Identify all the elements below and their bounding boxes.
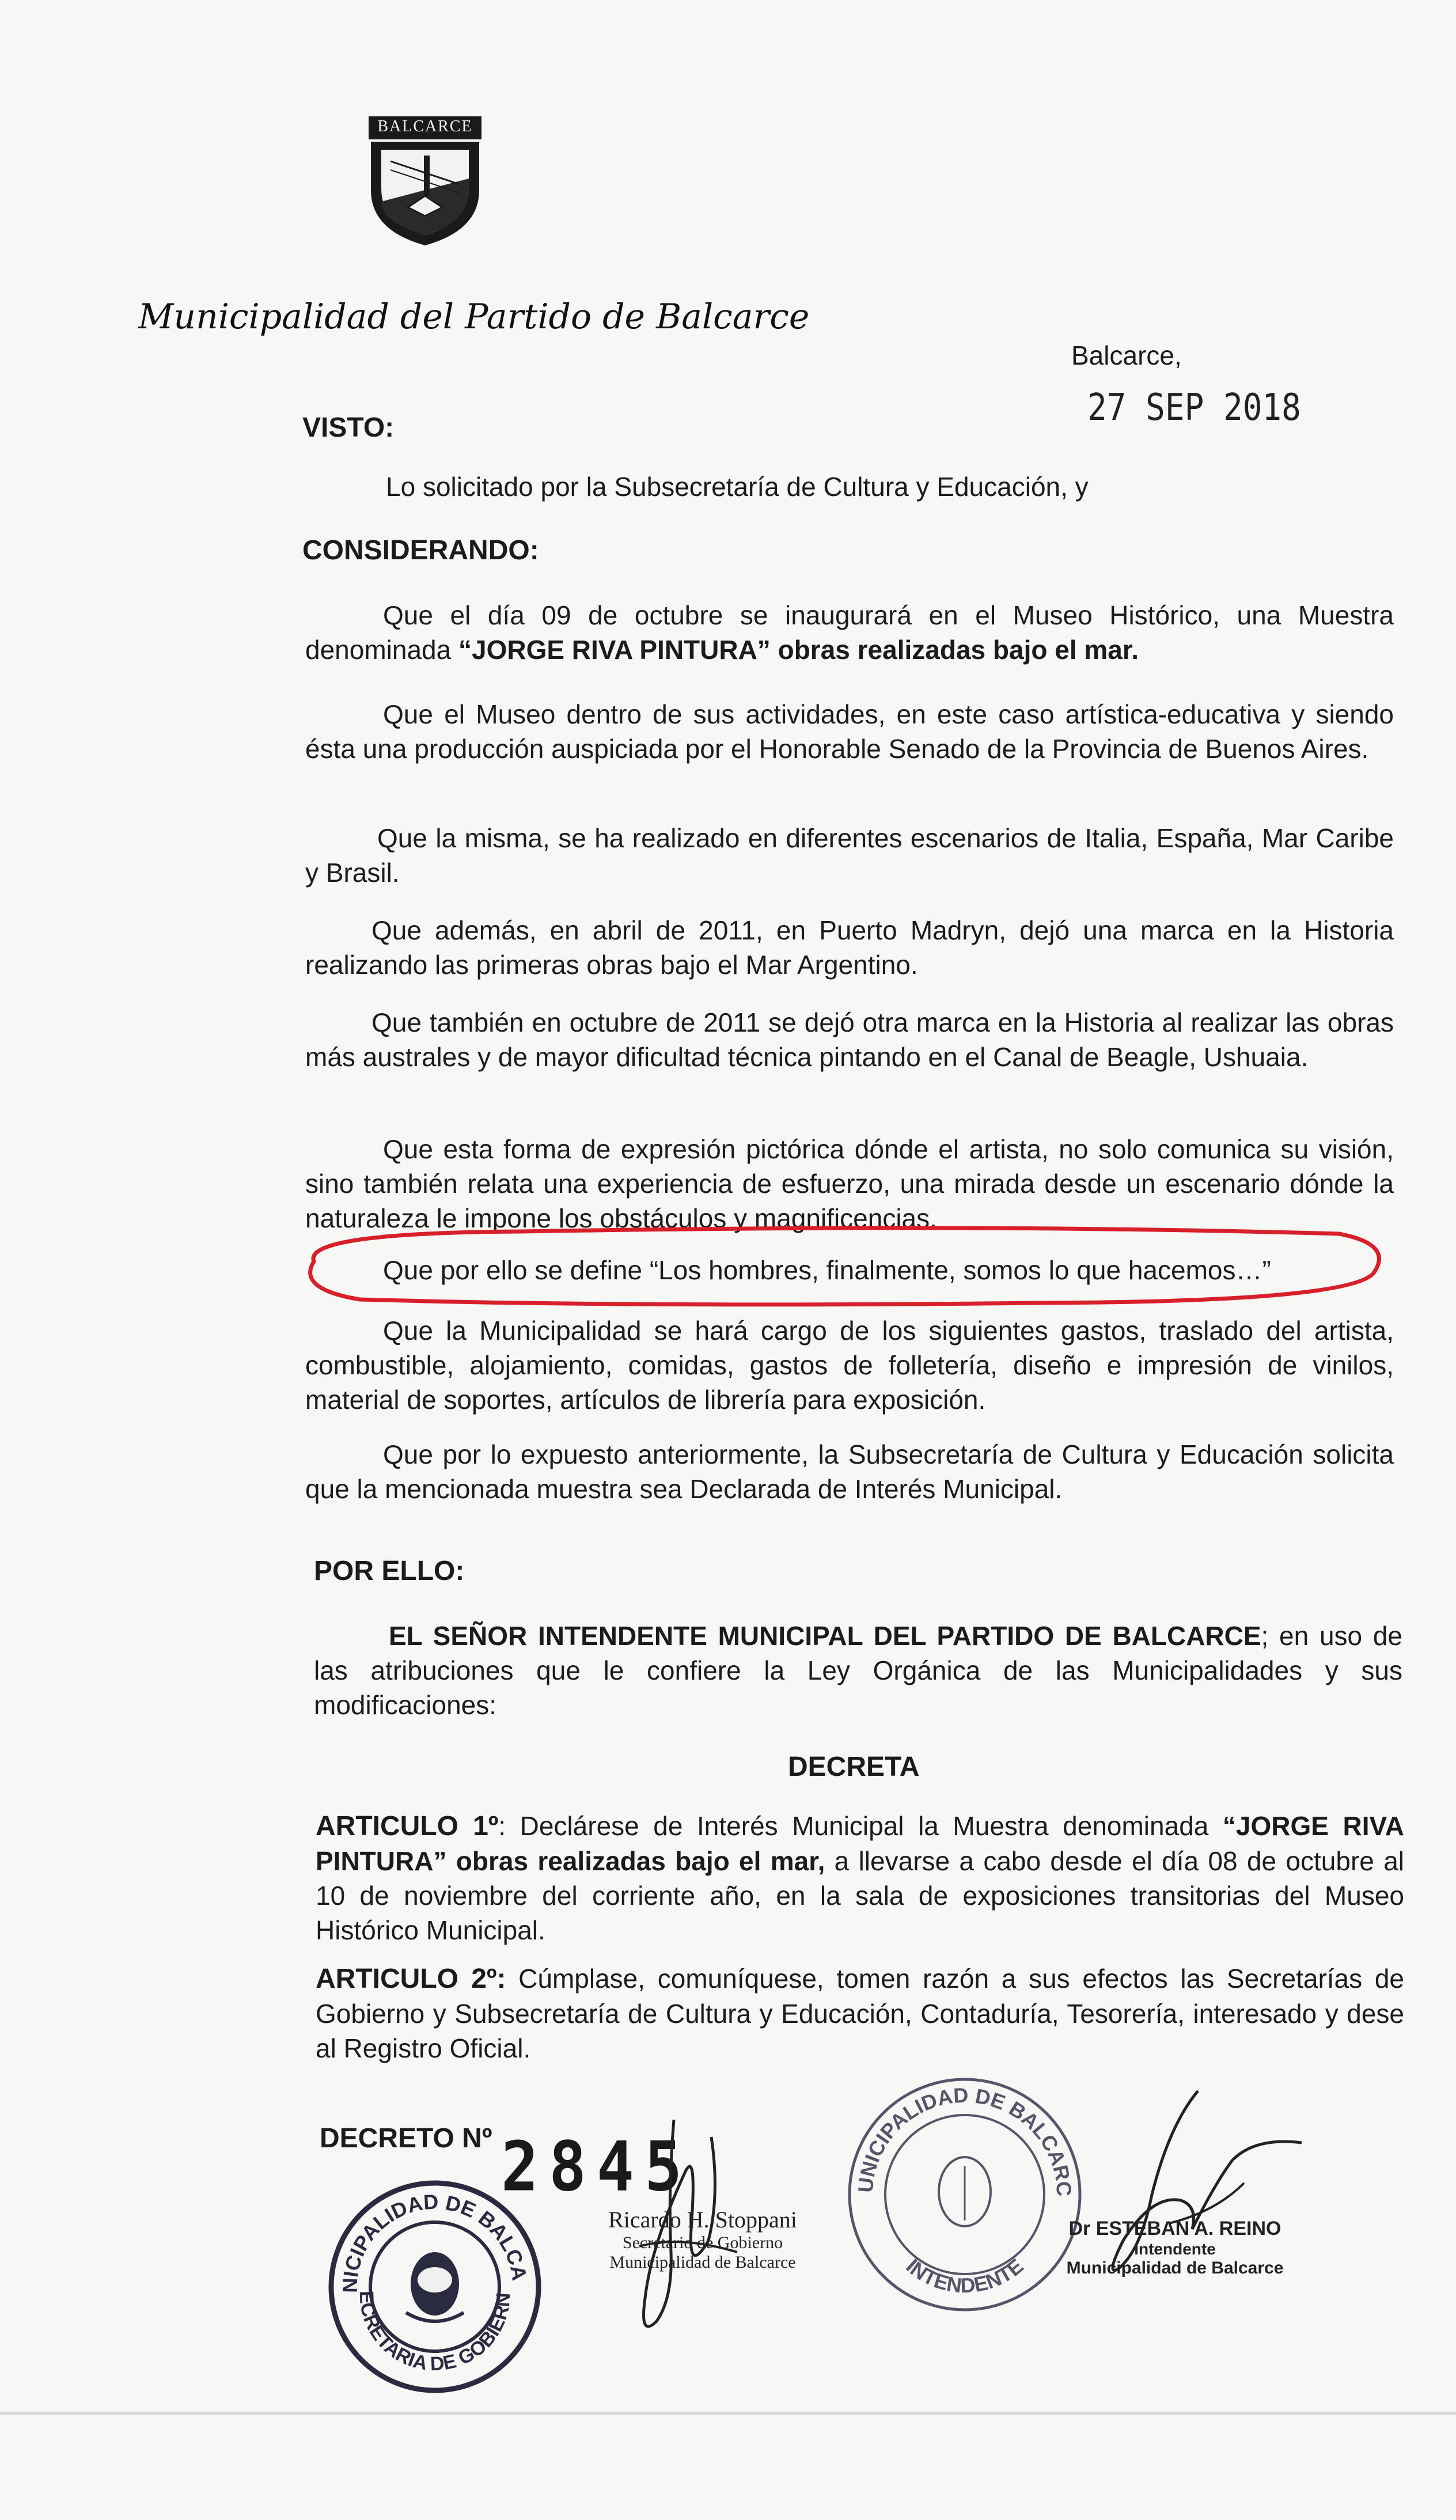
articulo-1-text-b: a llevarse a cabo desde el día 08 de octubre al 10 de noviembre del corriente año, en la sala de exposiciones transitorias del Museo Histórico Municipal.	[316, 1846, 1404, 1945]
place-label: Balcarce,	[1071, 340, 1182, 370]
articulo-1-label: ARTICULO 1º	[316, 1811, 499, 1841]
por-ello-text	[314, 1619, 1402, 1722]
articulo-1-text-a: : Declárese de Interés Municipal la Muestra denominada	[498, 1811, 1223, 1841]
stamp-right-top-text: UNICIPALIDAD DE BALCARC	[853, 2083, 1076, 2197]
articulo-2-text: Cúmplase, comuníquese, tomen razón a sus efectos las Secretarías de Gobierno y Subsecretaría de Cultura y Educación, Contaduría, Tesorería, interesado y dese al Registro Oficial.	[316, 1964, 1405, 2063]
articulo-1-bold: “JORGE RIVA PINTURA” obras realizadas bajo el mar,	[316, 1811, 1405, 1876]
considerando-heading: CONSIDERANDO:	[302, 535, 539, 566]
signatory-left	[553, 2206, 852, 2272]
date-stamp: 27 SEP 2018	[1087, 386, 1301, 429]
secretaria-gobierno-stamp	[325, 2177, 544, 2396]
stamp-left-top-text: NICIPALIDAD DE BALCA	[338, 2189, 532, 2293]
considerando-p4: Que además, en abril de 2011, en Puerto Madryn, dejó una marca en la Historia realizando las primeras obras bajo el Mar Argentino.	[305, 915, 1394, 980]
stamp-right-bottom-text: INTENDENTE	[901, 2253, 1028, 2298]
signatory-left-title: Secretario de Gobierno	[622, 2233, 783, 2252]
articulo-2	[316, 1961, 1404, 2066]
visto-heading: VISTO:	[302, 412, 395, 443]
considerando-p2: Que el Museo dentro de sus actividades, en este caso artística-educativa y siendo ésta una producción auspiciada por el Honorable Senado de la Provincia de Buenos Aires.	[305, 699, 1394, 764]
signatory-left-name: Ricardo H. Stoppani	[608, 2207, 797, 2233]
articulo-2-label: ARTICULO 2º:	[316, 1964, 506, 1994]
considerando-p8: Que la Municipalidad se hará cargo de los siguientes gastos, traslado del artista, combustible, alojamiento, comidas, gastos de folletería, diseño e impresión de vinilos, material de soportes, artículos de librería para exposición.	[305, 1316, 1394, 1415]
signatory-right-org: Municipalidad de Balcarce	[1066, 2258, 1284, 2278]
stamp-seal-icon	[325, 2177, 544, 2396]
considerando-p9: Que por lo expuesto anteriormente, la Subsecretaría de Cultura y Educación solicita que la mencionada muestra sea Declarada de Interés Municipal.	[305, 1439, 1394, 1504]
intendente-heading: EL SEÑOR INTENDENTE MUNICIPAL DEL PARTIDO DE BALCARCE	[389, 1621, 1261, 1651]
signatory-right-name: Dr ESTEBAN A. REINO	[1068, 2218, 1281, 2239]
decreto-label: DECRETO Nº	[320, 2123, 492, 2154]
signatory-right-title: Intendente	[1134, 2240, 1216, 2258]
intendente-stamp	[838, 2068, 1091, 2321]
municipal-crest	[367, 115, 483, 248]
stamp-seal-icon	[838, 2068, 1091, 2321]
signatory-right	[1031, 2218, 1319, 2278]
considerando-p1-text: Que el día 09 de octubre se inaugurará en el Museo Histórico, una Muestra denominada	[305, 600, 1394, 665]
svg-text:MUNICIPALIDAD DE BALCARCE	[838, 2068, 1076, 2197]
crest-label: BALCARCE	[377, 118, 473, 135]
por-ello-body: ; en uso de las atribuciones que le confiere la Ley Orgánica de las Municipalidades y sus modificaciones:	[314, 1621, 1402, 1720]
svg-text:INTENDENTE	[901, 2254, 1027, 2298]
decreta-heading: DECRETA	[788, 1752, 920, 1782]
considerando-p7: Que por ello se define “Los hombres, finalmente, somos lo que hacemos…”	[383, 1255, 1271, 1285]
considerando-p3: Que la misma, se ha realizado en diferentes escenarios de Italia, España, Mar Caribe y Brasil.	[305, 823, 1394, 888]
considerando-p6: Que esta forma de expresión pictórica dónde el artista, no solo comunica su visión, sino también relata una experiencia de esfuerzo, una mirada desde un escenario dónde la naturaleza le impone los obstáculos y magnificencias.	[305, 1134, 1394, 1233]
articulo-1	[316, 1809, 1404, 1947]
page-bottom-edge	[0, 2412, 1456, 2415]
decreto-number: 2845	[501, 2127, 693, 2207]
considerando-p5: Que también en octubre de 2011 se dejó otra marca en la Historia al realizar las obras más australes y de mayor dificultad técnica pintando en el Canal de Beagle, Ushuaia.	[305, 1007, 1394, 1072]
considerando-p1	[305, 598, 1394, 667]
stamp-left-bottom-text: ECRETARIA DE GOBIERN	[355, 2290, 515, 2375]
municipality-name: Municipalidad del Partido de Balcarce	[138, 297, 810, 337]
visto-text: Lo solicitado por la Subsecretaría de Cultura y Educación, y	[386, 472, 1089, 502]
considerando-p1-bold: “JORGE RIVA PINTURA” obras realizadas bajo el mar.	[458, 635, 1139, 665]
por-ello-heading: POR ELLO:	[314, 1556, 465, 1586]
signatory-left-org: Municipalidad de Balcarce	[609, 2253, 796, 2272]
